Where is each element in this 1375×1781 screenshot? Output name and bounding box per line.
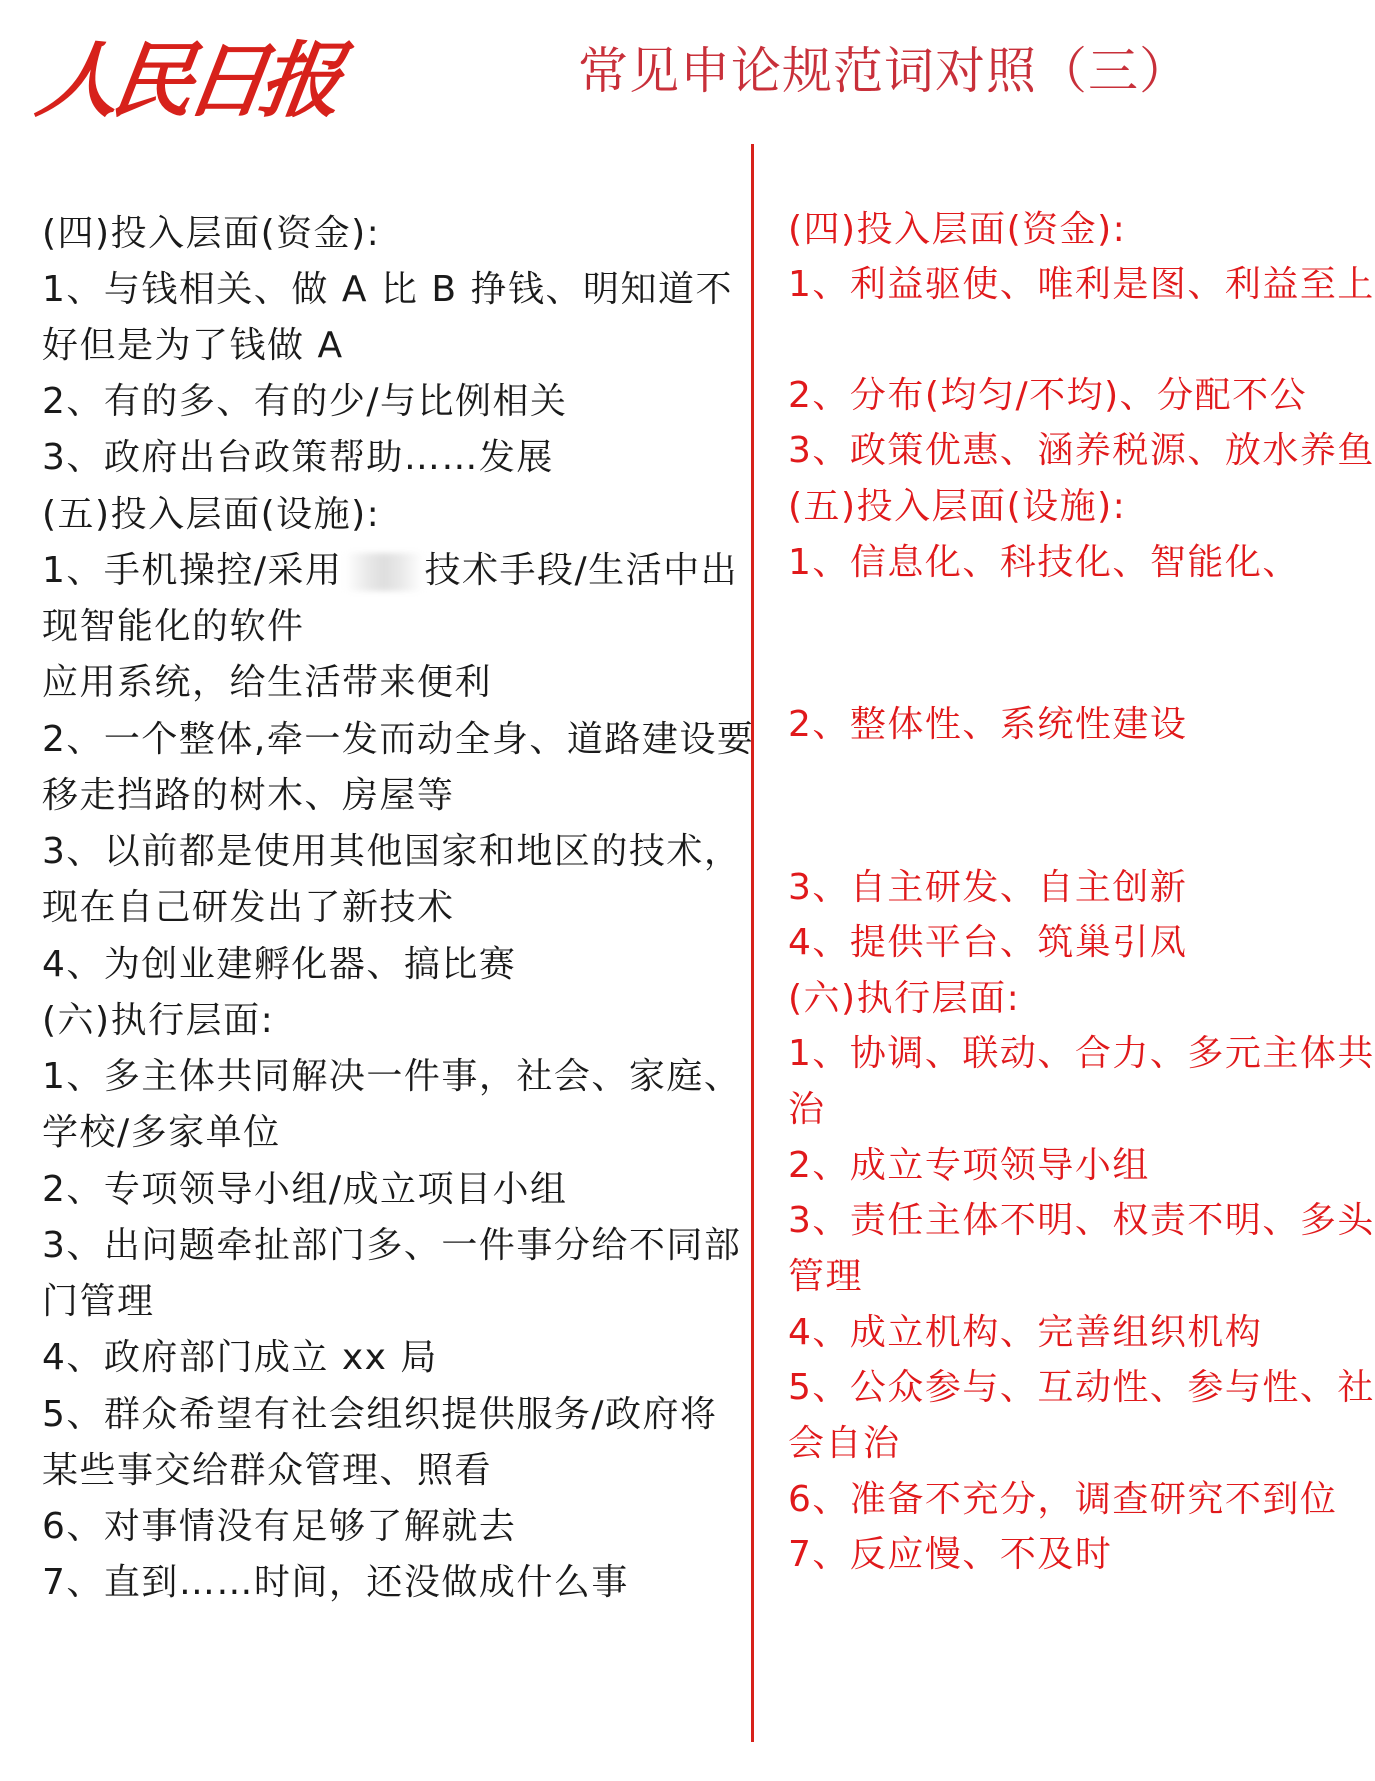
left-line-part: 1、手机操控/采用 [42,550,343,591]
right-line: 会自治 [788,1423,901,1464]
right-line: 治 [788,1089,826,1130]
left-line: 1、与钱相关、做 A 比 B 挣钱、明知道不 [42,269,734,310]
left-line: 现智能化的软件 [42,606,305,647]
blurred-redaction [345,553,423,591]
page-title: 常见申论规范词对照（三） [578,42,1190,100]
left-line: 6、对事情没有足够了解就去 [42,1506,517,1547]
left-line: 1、多主体共同解决一件事，社会、家庭、 [42,1056,742,1097]
right-line: 1、协调、联动、合力、多元主体共 [788,1033,1375,1074]
right-line: 2、成立专项领导小组 [788,1145,1150,1186]
left-line: 3、以前都是使用其他国家和地区的技术， [42,831,742,872]
right-line: 管理 [788,1256,864,1297]
left-line: 现在自己研发出了新技术 [42,887,455,928]
right-line: 4、成立机构、完善组织机构 [788,1312,1263,1353]
right-line: 5、公众参与、互动性、参与性、社 [788,1367,1375,1408]
right-line: 3、自主研发、自主创新 [788,867,1188,908]
left-line: 2、专项领导小组/成立项目小组 [42,1169,568,1210]
left-line: (六)执行层面: [42,1000,275,1041]
right-line: (六)执行层面: [788,978,1021,1019]
right-line: 7、反应慢、不及时 [788,1534,1113,1575]
left-line-part: 技术手段/生活中出 [424,550,739,591]
left-line: (四)投入层面(资金): [42,213,381,254]
right-line: 1、利益驱使、唯利是图、利益至上 [788,264,1375,305]
left-line: 移走挡路的树木、房屋等 [42,775,455,816]
left-line-split [42,543,738,599]
left-line: 2、一个整体,牵一发而动全身、道路建设要 [42,719,755,760]
right-line: 3、政策优惠、涵养税源、放水养鱼 [788,430,1375,471]
left-line: 某些事交给群众管理、照看 [42,1450,493,1491]
left-line: 3、出问题牵扯部门多、一件事分给不同部 [42,1225,742,1266]
left-line: 学校/多家单位 [42,1112,281,1153]
left-line: 4、为创业建孵化器、搞比赛 [42,944,517,985]
right-line: (五)投入层面(设施): [788,486,1127,527]
column-divider [751,144,754,1742]
right-line: 6、准备不充分，调查研究不到位 [788,1479,1338,1520]
left-line: 2、有的多、有的少/与比例相关 [42,381,568,422]
left-line: 7、直到……时间，还没做成什么事 [42,1562,629,1603]
left-line: 应用系统，给生活带来便利 [42,662,493,703]
right-line: 3、责任主体不明、权责不明、多头 [788,1200,1375,1241]
left-line: (五)投入层面(设施): [42,494,381,535]
right-line: 1、信息化、科技化、智能化、 [788,542,1300,583]
right-line: 2、整体性、系统性建设 [788,704,1188,745]
left-line: 好但是为了钱做 A [42,325,344,366]
right-line: (四)投入层面(资金): [788,209,1127,250]
left-line: 3、政府出台政策帮助……发展 [42,437,554,478]
right-line: 4、提供平台、筑巢引凤 [788,922,1188,963]
people-daily-logo: 人民日报 [31,33,341,129]
left-line: 5、群众希望有社会组织提供服务/政府将 [42,1394,718,1435]
left-line: 4、政府部门成立 xx 局 [42,1337,438,1378]
left-line: 门管理 [42,1281,155,1322]
right-line: 2、分布(均匀/不均)、分配不公 [788,375,1308,416]
